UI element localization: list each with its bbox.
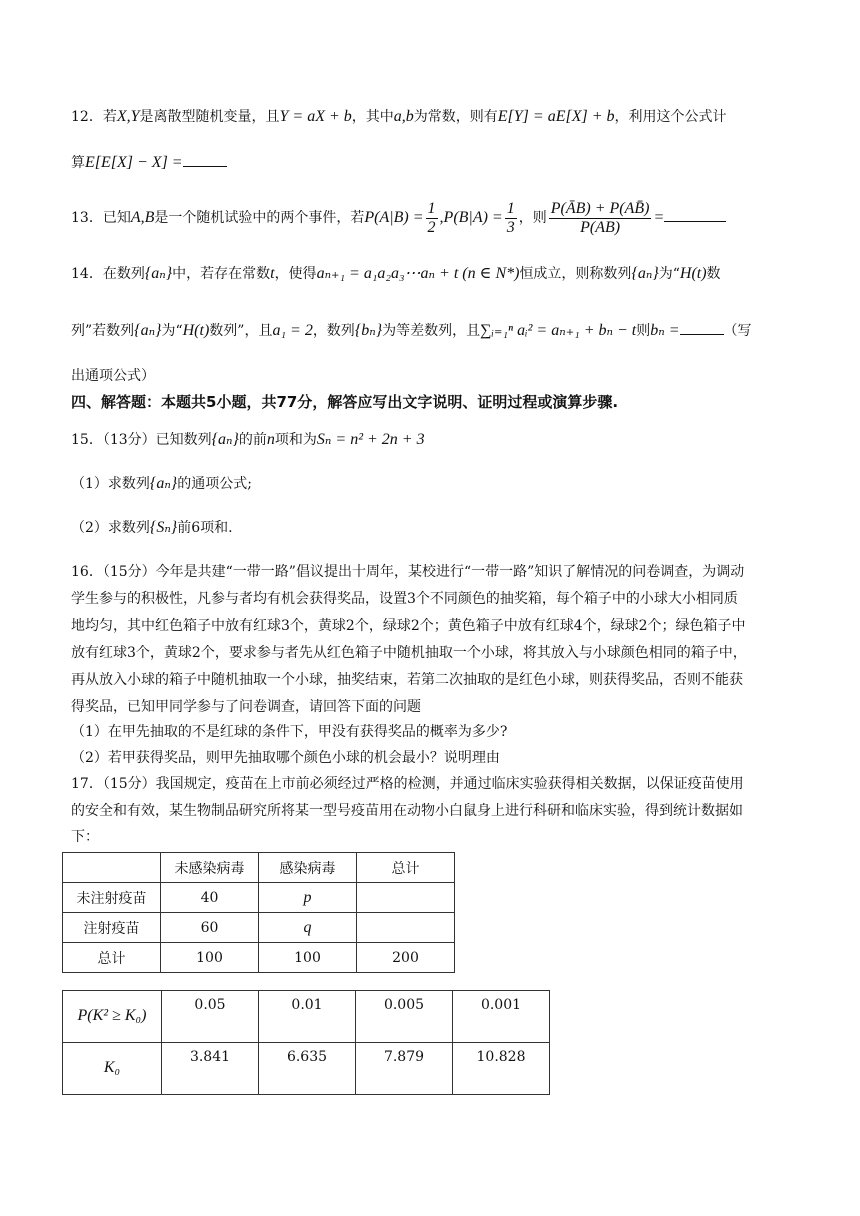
q16-part1: （1）在甲先抽取的不是红球的条件下，甲没有获得奖品的概率为多少? (71, 724, 508, 740)
table-row: K₀ 3.841 6.635 7.879 10.828 (63, 1043, 550, 1095)
answer-blank[interactable] (680, 320, 724, 335)
q16-line: 再从放入小球的箱子中随机抽取一个小球，抽奖结束，若第二次抽取的是红色小球，则获得奖品，否则不能获 (71, 672, 743, 688)
math-p1: P(A|B) = (364, 209, 424, 226)
fraction-question: $\frac{P(ĀB) + P(AB̄)}{P(AB)}$ (550, 199, 650, 236)
math-y-def: Y = aX + b (279, 108, 352, 125)
q15-part1: （1）求数列{aₙ}的通项公式; (71, 475, 252, 492)
q16-line: 地均匀，其中红色箱子中放有红球3个，黄球2个，绿球2个；黄色箱子中放有红球4个，绿球2个；绿色箱子中 (71, 618, 746, 634)
contingency-table (62, 852, 455, 973)
math-p2: ,P(B|A) = (439, 209, 503, 226)
math-recurrence: aₙ₊₁ = a₁a₂a₃⋯aₙ + t (n ∈ N*) (316, 265, 520, 282)
q15-line: 15．（13分）已知数列{aₙ}的前n项和为Sₙ = n² + 2n + 3 (71, 431, 425, 448)
math-sn-seq: {Sₙ} (149, 519, 178, 536)
q14-line2: 列”若数列{aₙ}为“H(t)数列”，且a₁ = 2，数列{bₙ}为等差数列，且∑ᵢ₌₁ⁿ aᵢ² = aₙ₊₁ + bₙ − t则bₙ = （写 (71, 322, 752, 339)
table-row: P(K² ≥ K₀) 0.05 0.01 0.005 0.001 (63, 991, 550, 1043)
math-a1: a₁ = 2 (272, 322, 313, 339)
q13-line: 13．已知A,B是一个随机试验中的两个事件，若P(A|B) = $\frac{1}{2}$ ,P(B|A) = $\frac{1}{3}$ ，则 $\frac{P(ĀB) + P(AB̄)}{P(AB)}$ = (71, 198, 726, 238)
q16-line: 得奖品，已知甲同学参与了问卷调查，请回答下面的问题 (71, 699, 421, 715)
q17-line: 的安全和有效，某生物制品研究所将某一型号疫苗用在动物小白鼠身上进行科研和临床实验，得到统计数据如 (71, 803, 743, 819)
fraction-1-3: $\frac{1}{3}$ (506, 199, 515, 236)
math-ab: a,b (393, 108, 414, 125)
math-sn: Sₙ = n² + 2n + 3 (316, 431, 425, 448)
q14-line1: 14．在数列{aₙ}中，若存在常数t，使得aₙ₊₁ = a₁a₂a₃⋯aₙ + t (n ∈ N*)恒成立，则称数列{aₙ}为“H(t)数 (71, 265, 721, 282)
q17-line: 下： (71, 829, 99, 845)
math-bn-eq: bₙ = (650, 322, 680, 339)
q16-line: 学生参与的积极性，凡参与者均有机会获得奖品，设置3个不同颜色的抽奖箱，每个箱子中的小球大小相同质 (71, 591, 738, 607)
math-xy: X,Y (116, 108, 140, 125)
math-bn: {bₙ} (354, 322, 383, 339)
math-question: E[E[X] − X] = (85, 154, 183, 171)
q12-line2: 算E[E[X] − X] = (71, 152, 227, 173)
answer-blank[interactable] (183, 152, 227, 167)
fraction-1-2: $\frac{1}{2}$ (427, 199, 436, 236)
math-an: {aₙ} (144, 265, 173, 282)
q16-line: 放有红球3个，黄球2个，要求参与者先从红色箱子中随机抽取一个小球，将其放入与小球颜色相同的箱子中， (71, 645, 747, 661)
q14-line3: 出通项公式） (71, 368, 155, 384)
q16-part2: （2）若甲获得奖品，则甲先抽取哪个颜色小球的机会最小？说明理由 (71, 750, 500, 766)
table-row: 总计 100 100 200 (63, 943, 455, 973)
section-heading: 四、解答题：本题共5小题，共77分，解答应写出文字说明、证明过程或演算步骤. (71, 393, 619, 411)
table-row: 未注射疫苗 40 p (63, 883, 455, 913)
q17-line: 17．（15分）我国规定，疫苗在上市前必须经过严格的检测，并通过临床实验获得相关数据，以保证疫苗使用 (71, 776, 744, 792)
q16-line: 16．（15分）今年是共建“一带一路”倡议提出十周年，某校进行“一带一路”知识了解情况的问卷调查，为调动 (71, 564, 745, 580)
table-row: 注射疫苗 60 q (63, 913, 455, 943)
q15-part2: （2）求数列{Sₙ}前6项和. (71, 519, 233, 536)
table-row: 未感染病毒 感染病毒 总计 (63, 853, 455, 883)
critical-value-table (62, 990, 550, 1095)
math-t: t (270, 265, 275, 282)
answer-blank[interactable] (664, 207, 726, 222)
math-ht: H(t) (679, 265, 707, 282)
math-sum: ∑ᵢ₌₁ⁿ aᵢ² = aₙ₊₁ + bₙ − t (480, 322, 637, 339)
math-expectation: E[Y] = aE[X] + b (497, 108, 615, 125)
q12-line1: 12．若X,Y是离散型随机变量，且Y = aX + b，其中a,b为常数，则有E[Y] = aE[X] + b，利用这个公式计 (71, 108, 727, 125)
math-ab: A,B (130, 209, 155, 226)
math-n: n (266, 431, 275, 448)
math-an: {aₙ} (211, 431, 239, 448)
